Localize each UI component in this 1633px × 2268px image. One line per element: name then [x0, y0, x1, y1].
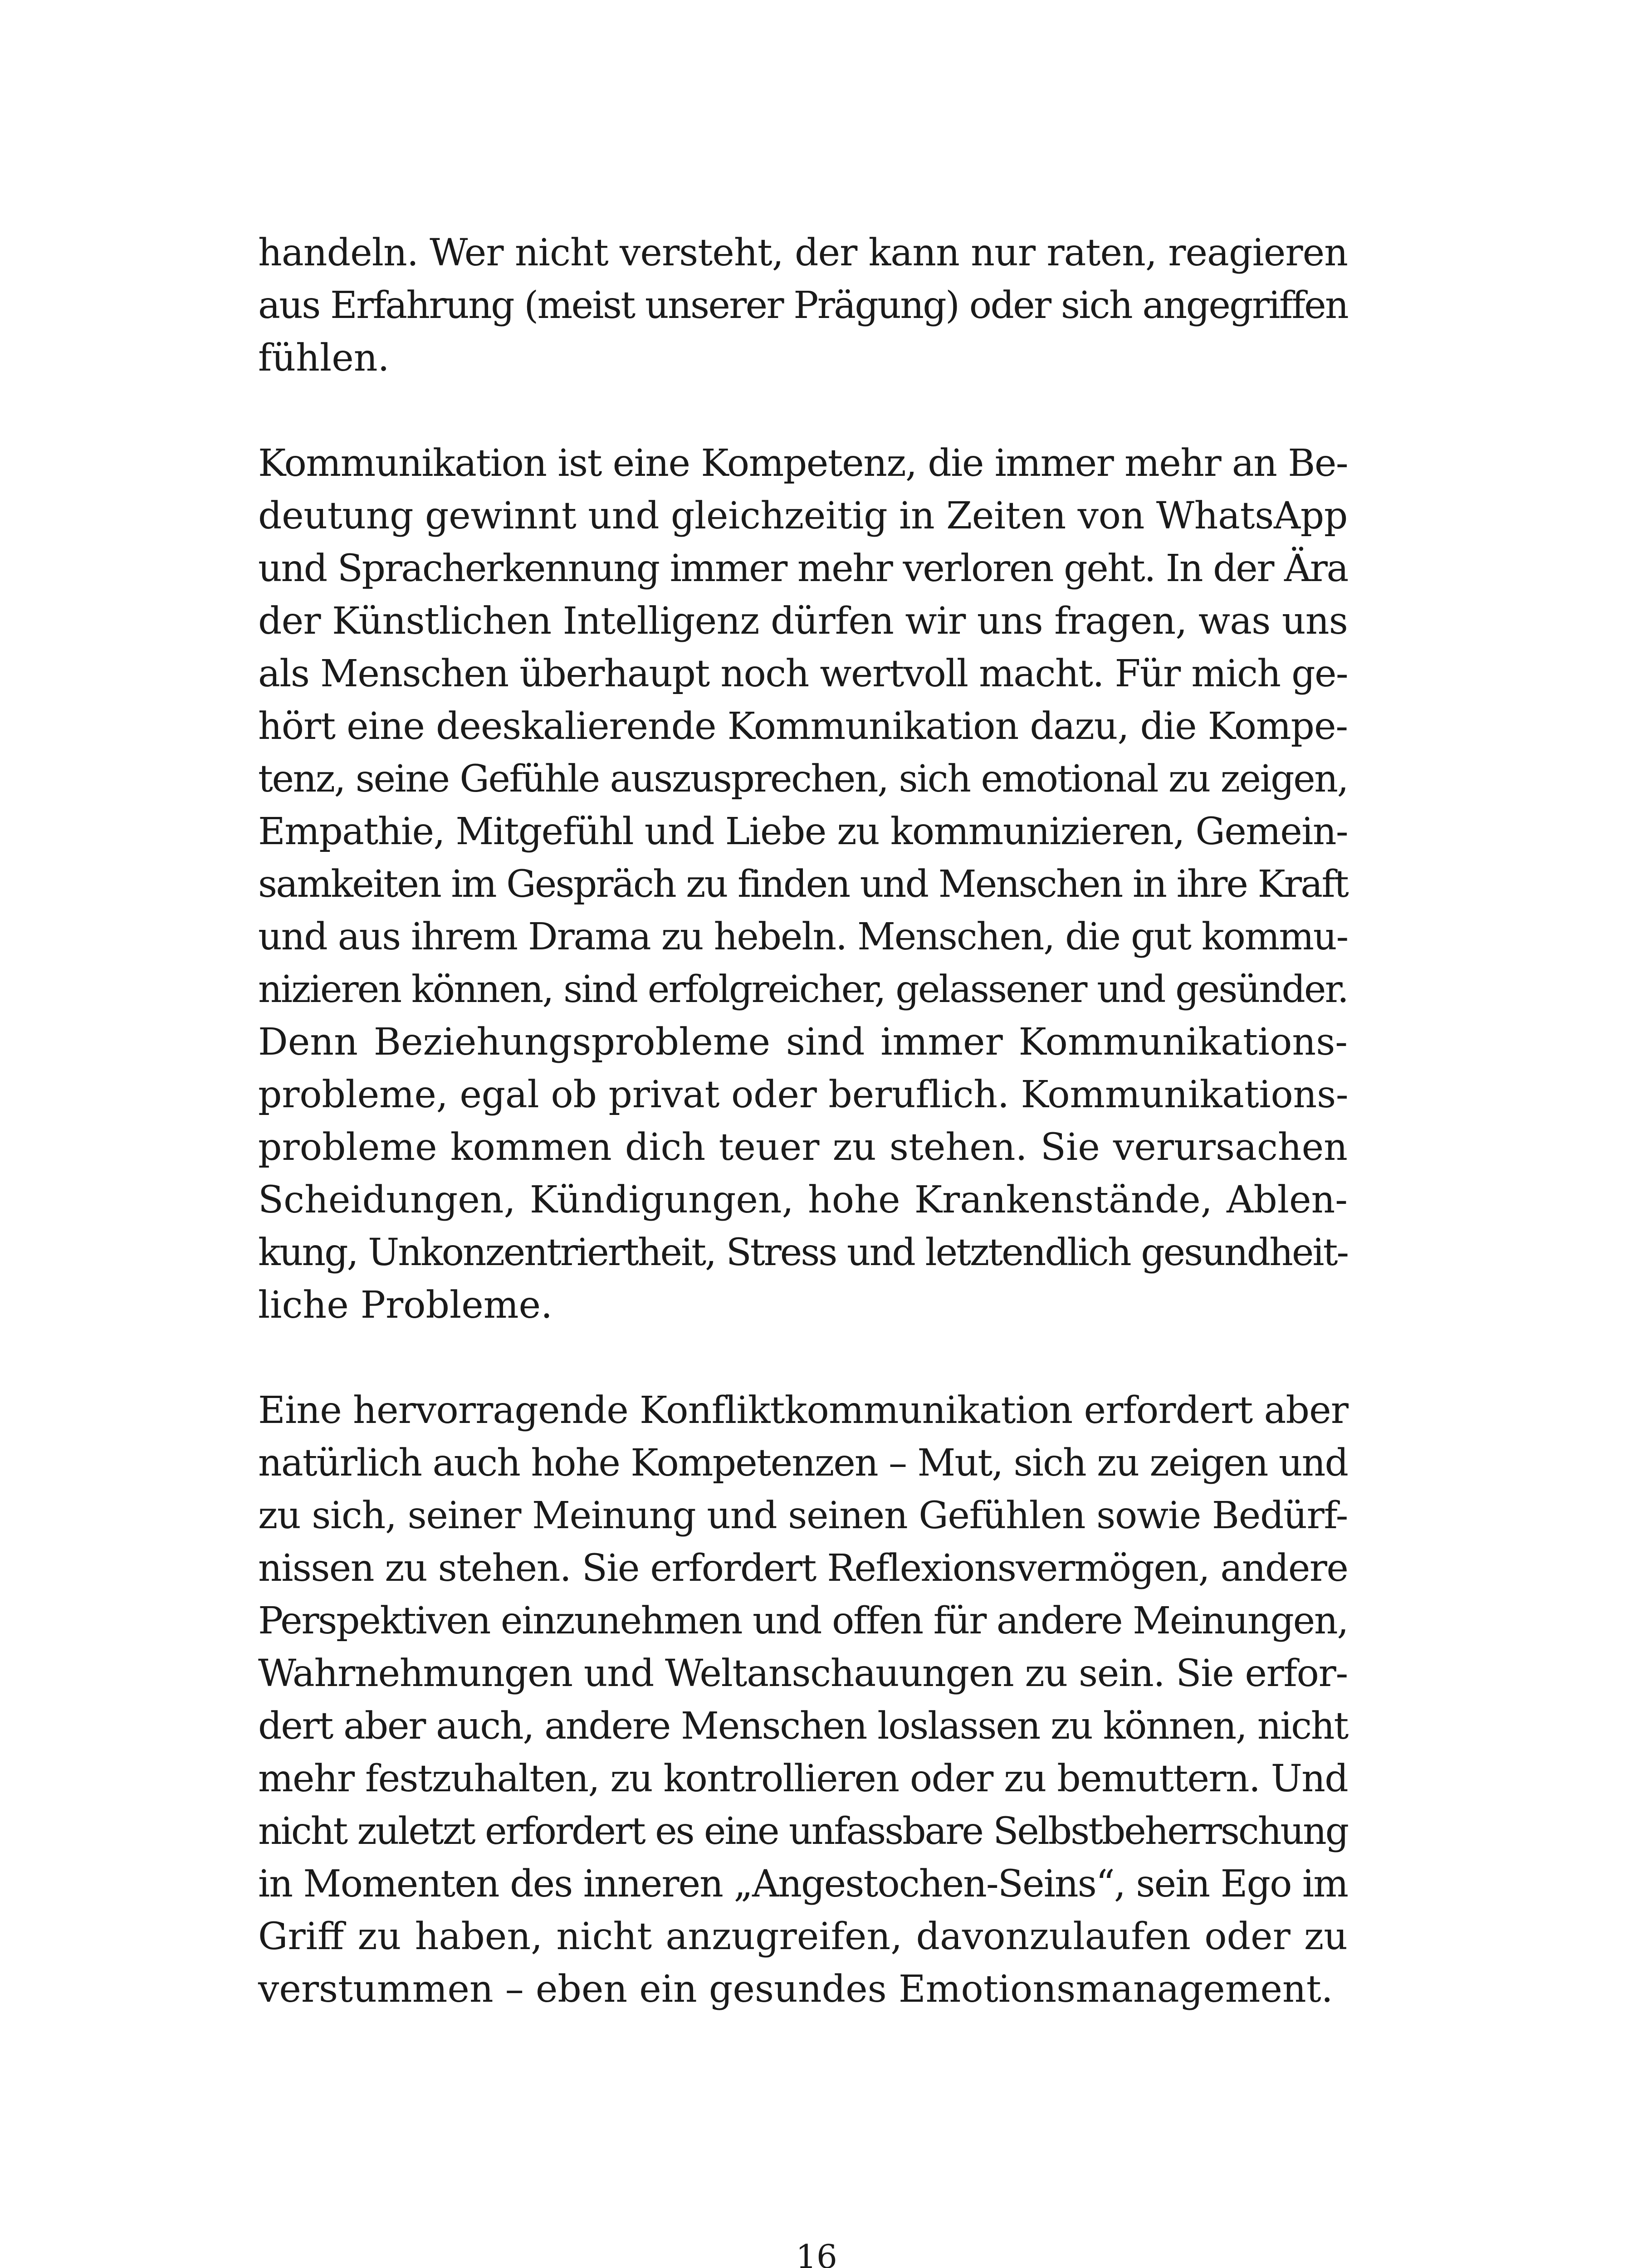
text-line: nissen zu stehen. Sie erfordert Reflexionsvermögen, andere [258, 1547, 1348, 1590]
text-line: fühlen. [258, 337, 390, 380]
text-line: nizieren können, sind erfolgreicher, gelassener und gesünder. [258, 968, 1348, 1011]
text-line: natürlich auch hohe Kompetenzen – Mut, sich zu zeigen und [258, 1442, 1348, 1485]
text-line: probleme kommen dich teuer zu stehen. Sie verursachen [258, 1126, 1348, 1169]
page-number: 16 [796, 2238, 837, 2268]
text-line: Griff zu haben, nicht anzugreifen, davonzulaufen oder zu [258, 1915, 1348, 1958]
text-line: Scheidungen, Kündigungen, hohe Krankenstände, Ablen- [258, 1178, 1348, 1222]
paragraph-gap [258, 385, 1348, 437]
text-line: Empathie, Mitgefühl und Liebe zu kommunizieren, Gemein- [258, 810, 1348, 853]
text-line: probleme, egal ob privat oder beruflich. Kommunikations- [258, 1073, 1349, 1116]
text-line: als Menschen überhaupt noch wertvoll macht. Für mich ge- [258, 652, 1348, 695]
text-line: deutung gewinnt und gleichzeitig in Zeiten von WhatsApp [258, 494, 1348, 538]
text-line: aus Erfahrung (meist unserer Prägung) oder sich angegriffen [258, 284, 1348, 327]
text-line: Kommunikation ist eine Kompetenz, die immer mehr an Be- [258, 442, 1348, 485]
text-line: Denn Beziehungsprobleme sind immer Kommunikations- [258, 1021, 1348, 1064]
text-line: handeln. Wer nicht versteht, der kann nur raten, reagieren [258, 231, 1348, 274]
text-line: Wahrnehmungen und Weltanschauungen zu sein. Sie erfor- [258, 1652, 1348, 1695]
text-line: mehr festzuhalten, zu kontrollieren oder zu bemuttern. Und [258, 1757, 1348, 1800]
text-line: dert aber auch, andere Menschen loslassen zu können, nicht [258, 1705, 1348, 1748]
paragraph-3 [258, 1384, 1348, 2016]
text-line: tenz, seine Gefühle auszusprechen, sich emotional zu zeigen, [258, 758, 1348, 801]
text-line: zu sich, seiner Meinung und seinen Gefühlen sowie Bedürf- [258, 1494, 1348, 1537]
text-line: und Spracherkennung immer mehr verloren geht. In der Ära [258, 547, 1348, 590]
text-line: in Momenten des inneren „Angestochen-Seins“, sein Ego im [258, 1862, 1348, 1906]
text-line: hört eine deeskalierende Kommunikation dazu, die Kompe- [258, 705, 1348, 748]
text-line: verstummen – eben ein gesundes Emotionsmanagement. [258, 1968, 1333, 2011]
paragraph-2 [258, 437, 1348, 1332]
text-line: Perspektiven einzunehmen und offen für andere Meinungen, [258, 1599, 1348, 1642]
paragraph-gap [258, 1332, 1348, 1384]
text-line: und aus ihrem Drama zu hebeln. Menschen, die gut kommu- [258, 915, 1348, 958]
text-line: Eine hervorragende Konfliktkommunikation erfordert aber [258, 1389, 1349, 1432]
text-line: samkeiten im Gespräch zu finden und Menschen in ihre Kraft [258, 863, 1348, 906]
body-text [258, 227, 1348, 2016]
text-line: der Künstlichen Intelligenz dürfen wir uns fragen, was uns [258, 600, 1348, 643]
text-line: liche Probleme. [258, 1284, 553, 1327]
text-line: kung, Unkonzentriertheit, Stress und letztendlich gesundheit- [258, 1231, 1348, 1274]
text-line: nicht zuletzt erfordert es eine unfassbare Selbstbeherrschung [258, 1810, 1348, 1853]
paragraph-1 [258, 227, 1348, 385]
